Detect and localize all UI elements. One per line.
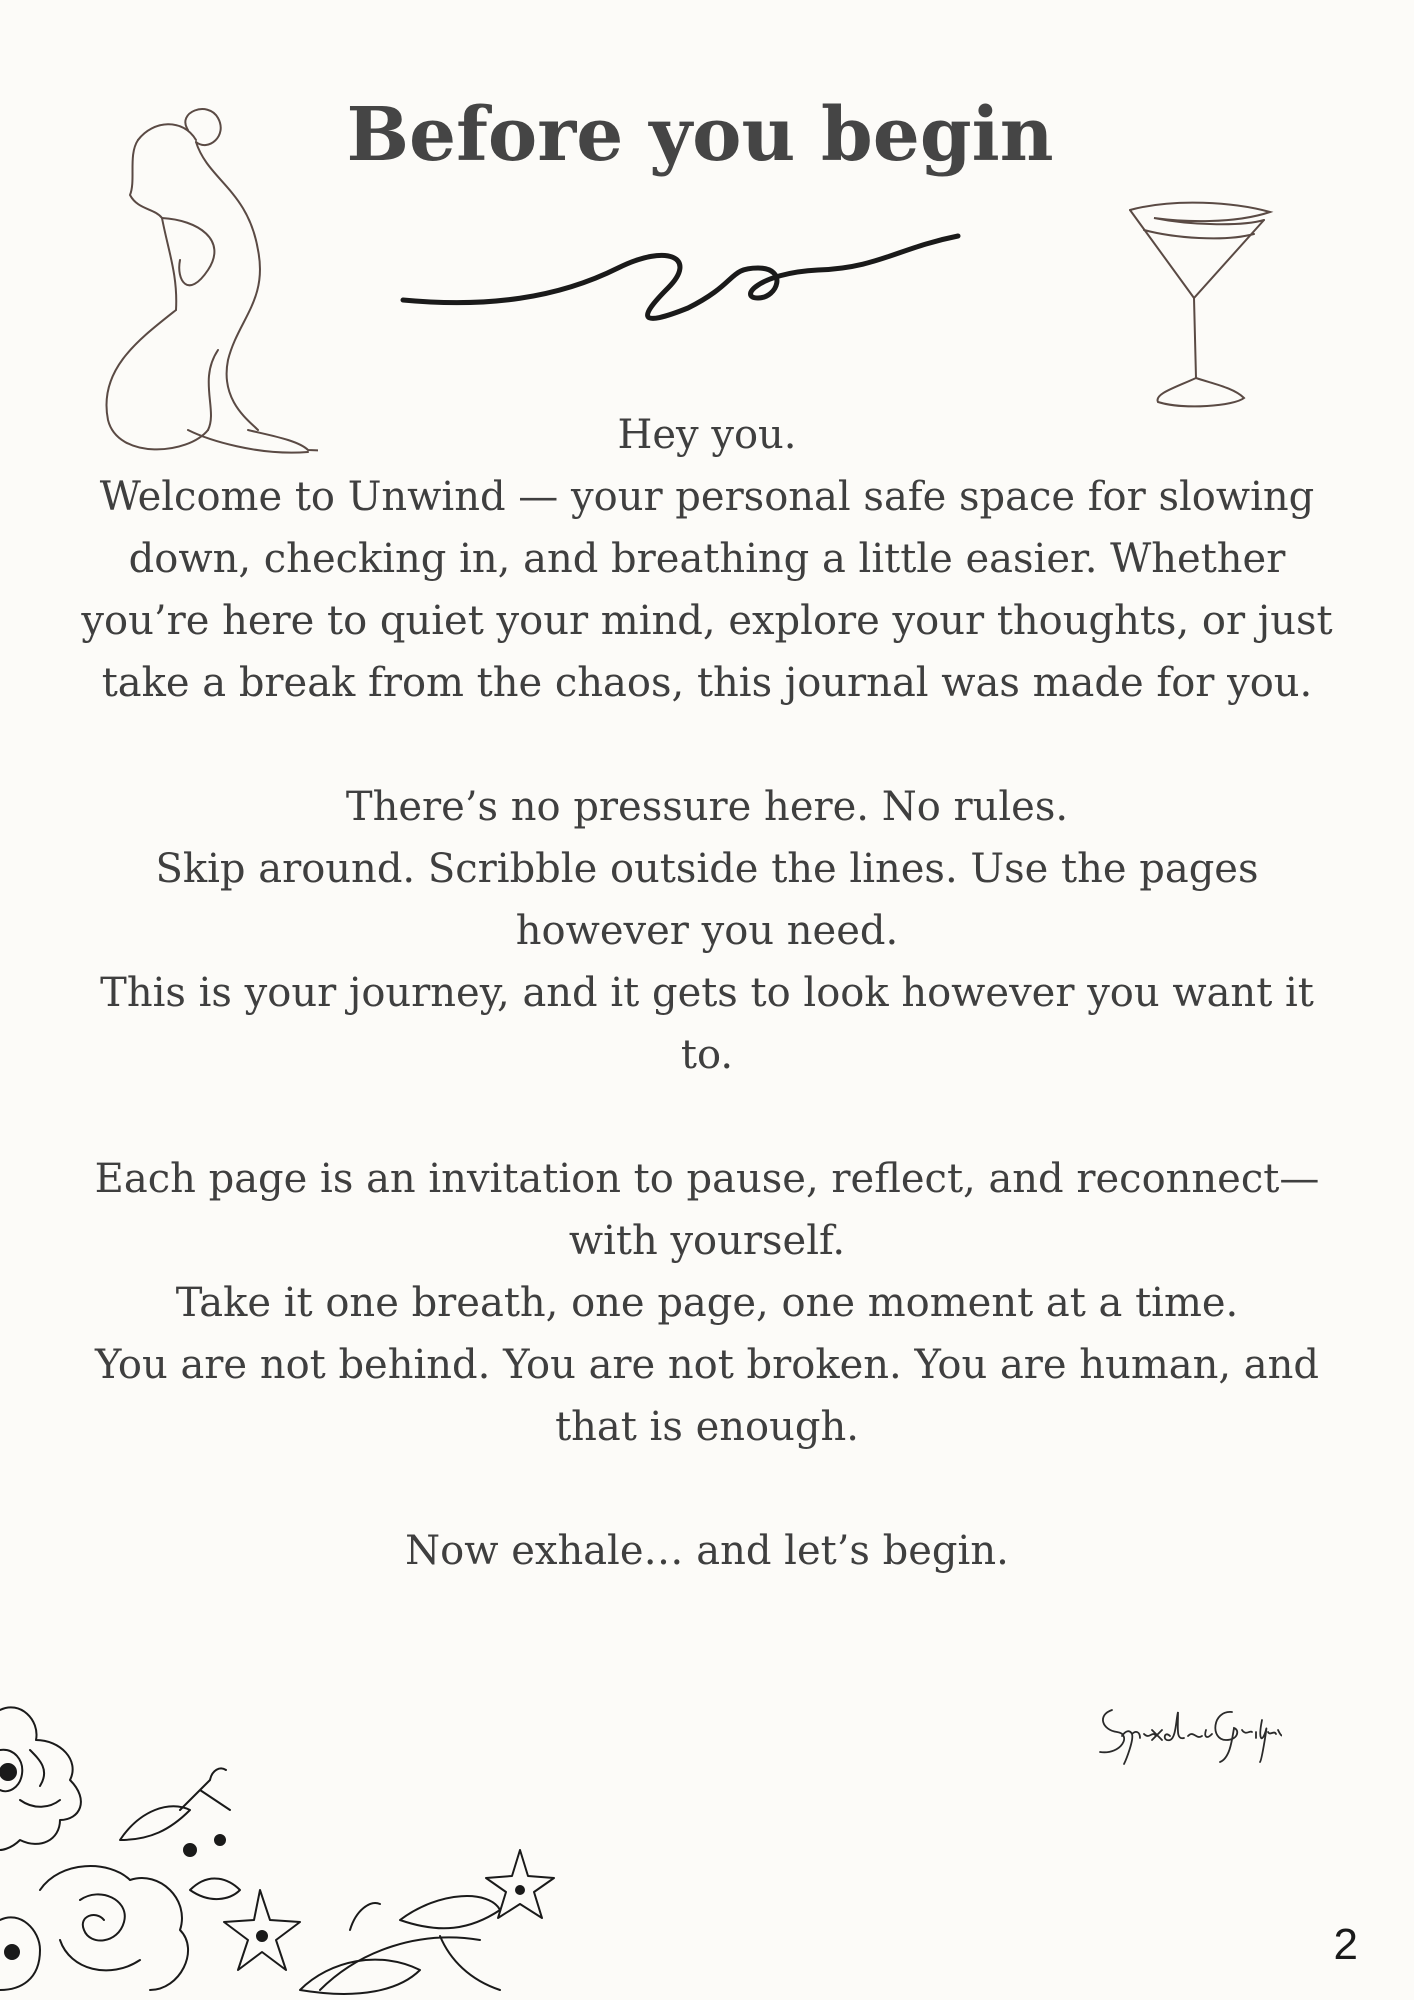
invitation-line: Each page is an invitation to pause, reflect, and reconnect—with yourself. xyxy=(94,1156,1320,1264)
not-behind-line: You are not behind. You are not broken. You are human, and that is enough. xyxy=(94,1342,1320,1450)
skip-around-line: Skip around. Scribble outside the lines. Use the pages however you need. xyxy=(155,846,1259,954)
page-number: 2 xyxy=(1333,1920,1358,1969)
journey-line: This is your journey, and it gets to look however you want it to. xyxy=(100,970,1314,1078)
exhale-line: Now exhale… and let’s begin. xyxy=(405,1528,1009,1574)
greeting-line: Hey you. xyxy=(617,412,797,458)
welcome-line: Welcome to Unwind — your personal safe space for slowing down, checking in, and breathing a little easier. Whether you’re here to quiet your mind, explore your thoughts, or just take a break from the chaos, this journal was made for you. xyxy=(81,474,1333,706)
paragraph-closing xyxy=(80,1520,1334,1582)
page-title: Before you begin xyxy=(346,92,1054,178)
signature xyxy=(1092,1700,1282,1770)
floral-corner-icon xyxy=(0,1690,580,2000)
body-text xyxy=(80,404,1334,1644)
title-wrapper xyxy=(340,92,1060,178)
martini-glass-icon xyxy=(1124,198,1274,418)
one-breath-line: Take it one breath, one page, one moment at a time. xyxy=(175,1280,1239,1326)
paragraph-intro xyxy=(80,404,1334,714)
no-pressure-line: There’s no pressure here. No rules. xyxy=(345,784,1069,830)
paragraph-no-rules xyxy=(80,776,1334,1086)
wavy-divider-icon xyxy=(398,228,968,338)
paragraph-invitation xyxy=(80,1148,1334,1458)
